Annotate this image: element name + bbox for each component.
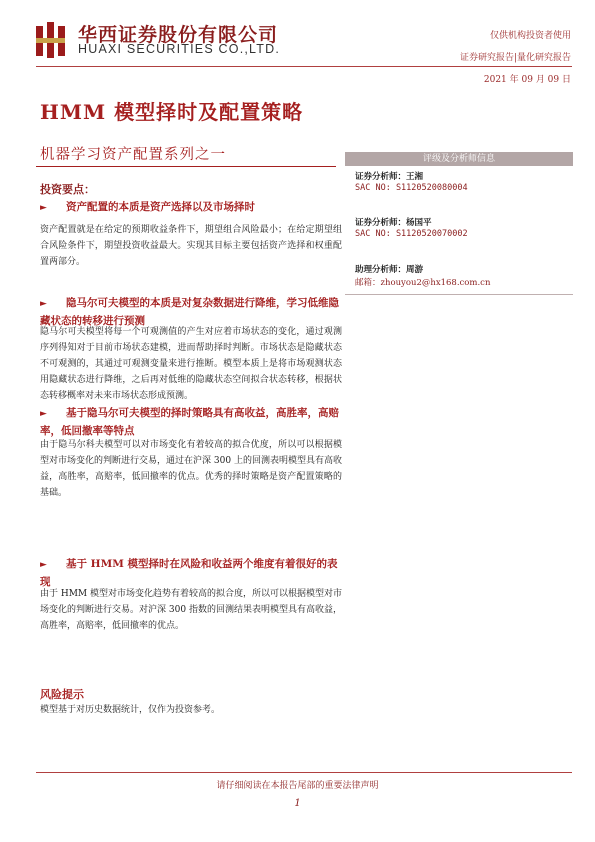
analyst-1-sac: SAC NO: S1120520080004 — [355, 183, 468, 193]
risk-heading: 风险提示 — [40, 688, 84, 701]
analyst-2-role: 证券分析师：杨国平 — [355, 218, 432, 228]
footer-divider — [36, 772, 572, 773]
audience-note: 仅供机构投资者使用 — [489, 31, 571, 41]
point-3-text: 由于隐马尔科夫模型可以对市场变化有着较高的拟合优度，所以可以根据模型对市场变化的判断进行交易，通过在沪深 300 上的回测表明模型具有高收益，高胜率，高赔率，低回撤率的优点。优秀的择时策略是资产配置策略的基础。 — [40, 440, 342, 498]
analyst-2-sac: SAC NO: S1120520070002 — [355, 229, 468, 239]
bullet-arrow-icon: ► — [40, 299, 47, 309]
report-subtitle: 机器学习资产配置系列之一 — [40, 147, 226, 163]
point-2-heading: ► 隐马尔可夫模型的本质是对复杂数据进行降维，学习低维隐藏状态的转移进行预测 — [40, 297, 339, 327]
report-category: 证券研究报告|量化研究报告 — [459, 53, 571, 63]
report-title: HMM 模型择时及配置策略 — [40, 100, 304, 124]
subtitle-underline — [36, 166, 336, 167]
risk-text: 模型基于对历史数据统计，仅作为投资参考。 — [40, 705, 221, 715]
header-divider — [36, 66, 572, 67]
section-heading: 投资要点： — [40, 183, 95, 196]
point-1-text: 资产配置就是在给定的预期收益条件下，期望组合风险最小；在给定期望组合风险条件下，期望投资收益最大。实现其目标主要包括资产选择和权重配置两部分。 — [40, 225, 342, 267]
bullet-arrow-icon: ► — [40, 560, 47, 570]
bullet-arrow-icon: ► — [40, 409, 47, 419]
analyst-1-role: 证券分析师：王湘 — [355, 172, 424, 182]
page-number: 1 — [294, 798, 301, 809]
legal-notice[interactable]: 请仔细阅读在本报告尾部的重要法律声明 — [216, 781, 379, 791]
analyst-panel-bottom — [345, 294, 573, 295]
bullet-arrow-icon: ► — [40, 203, 47, 213]
report-date: 2021 年 09 月 09 日 — [483, 75, 571, 85]
point-2-text: 隐马尔可夫模型将每一个可观测值的产生对应着市场状态的变化，通过观测序列得知对于目前市场状态建模，进而帮助择时判断。市场状态是隐藏状态不可观测的，其通过可观测变量来进行推断。模型本质上是将市场观测状态用隐藏状态进行降维，之后再对低维的隐藏状态空间拟合状态转移，根据状态转移概率对未来市场状态形成预测。 — [40, 327, 342, 401]
analyst-3-role: 助理分析师：周游 — [355, 265, 424, 275]
point-1-heading: ► 资产配置的本质是资产选择以及市场择时 — [40, 199, 340, 217]
analyst-panel-heading: 评级及分析师信息 — [345, 152, 573, 166]
huaxi-logo-icon — [36, 22, 66, 58]
point-4-text: 由于 HMM 模型对市场变化趋势有着较高的拟合度，所以可以根据模型对市场变化的判断进行交易。对沪深 300 指数的回测结果表明模型具有高收益，高胜率，高赔率，低回撤率的优点。 — [40, 589, 343, 631]
company-name-cn: 华西证券股份有限公司 — [78, 24, 279, 46]
point-4-heading: ► 基于 HMM 模型择时在风险和收益两个维度有着很好的表现 — [40, 558, 338, 588]
analyst-3-email[interactable]: 邮箱：zhouyou2@hx168.com.cn — [355, 278, 491, 288]
point-3-heading: ► 基于隐马尔可夫模型的择时策略具有高收益，高胜率，高赔率，低回撤率等特点 — [40, 407, 339, 437]
company-name-en: HUAXI SECURITIES CO.,LTD. — [78, 42, 281, 56]
